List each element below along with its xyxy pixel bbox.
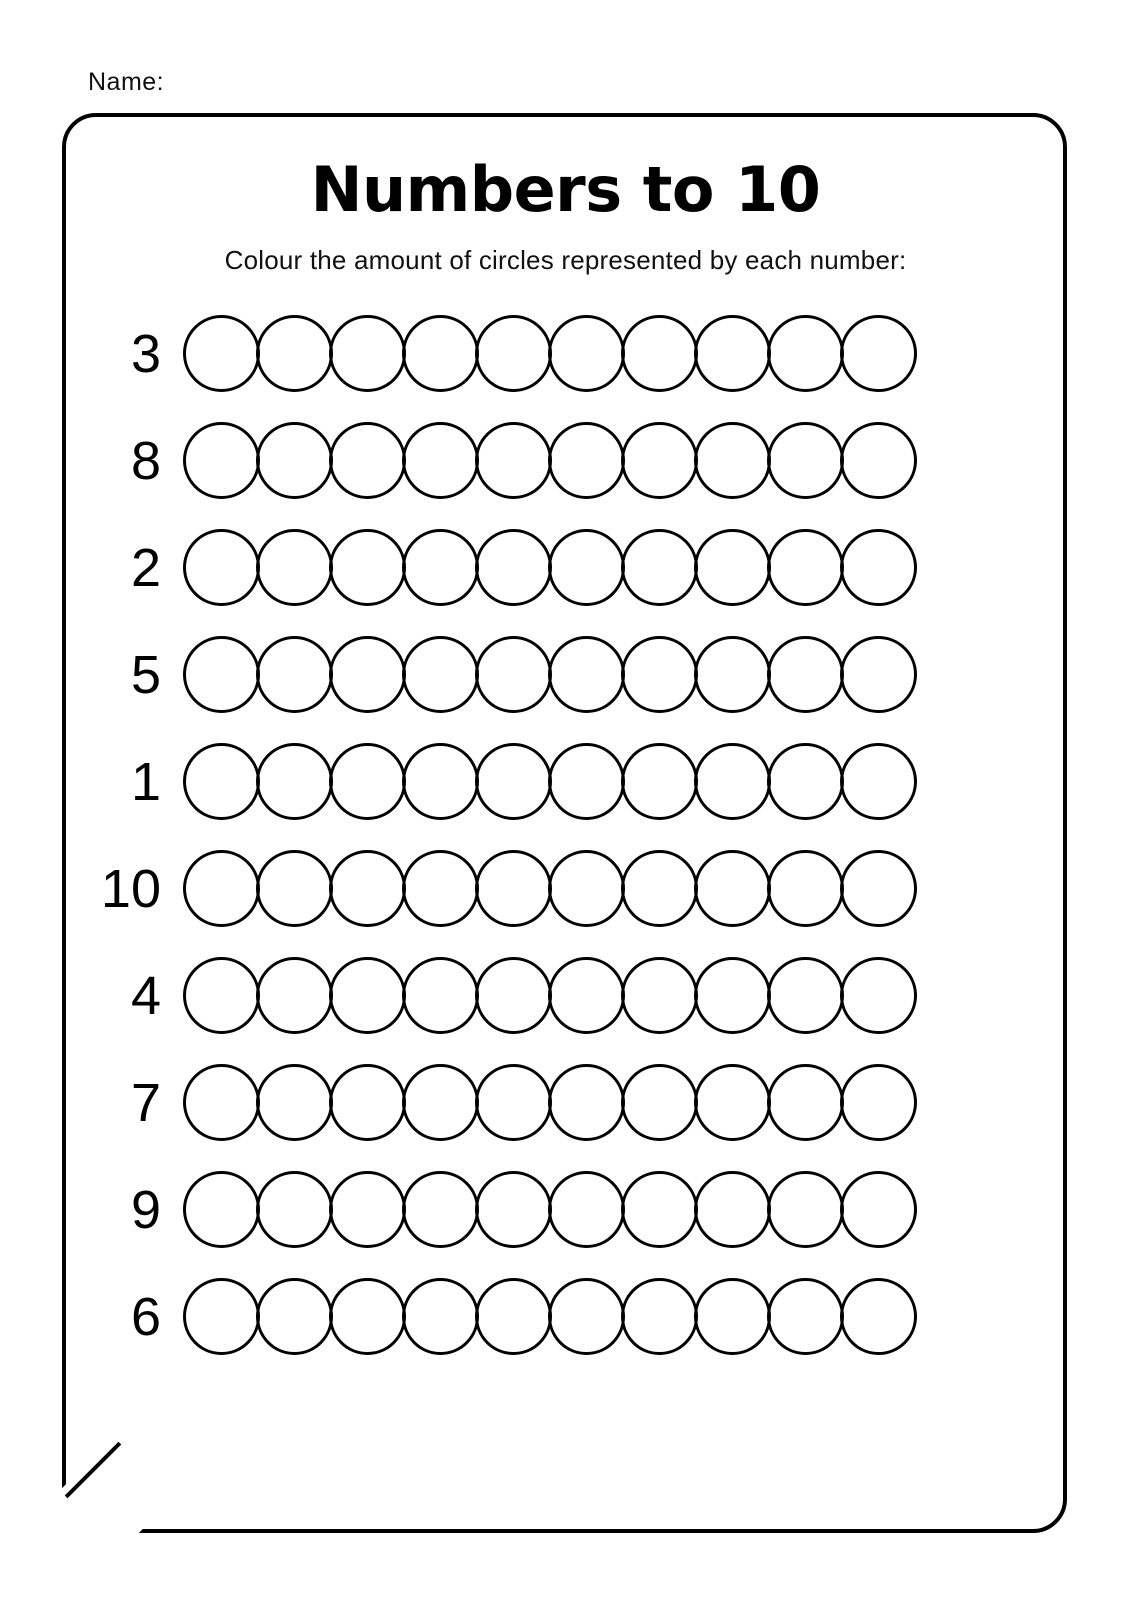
colouring-circle[interactable]: [183, 315, 260, 392]
colouring-circle[interactable]: [256, 1171, 333, 1248]
colouring-circle[interactable]: [183, 1278, 260, 1355]
colouring-circle[interactable]: [767, 529, 844, 606]
row-number-label: 6: [130, 1286, 161, 1347]
row-number-label: 8: [130, 430, 161, 491]
colouring-circle[interactable]: [767, 850, 844, 927]
colouring-circle[interactable]: [694, 743, 771, 820]
colouring-circle[interactable]: [840, 743, 917, 820]
colouring-circle[interactable]: [402, 957, 479, 1034]
colouring-circle[interactable]: [475, 1064, 552, 1141]
colouring-circle[interactable]: [475, 422, 552, 499]
colouring-circle[interactable]: [694, 1278, 771, 1355]
colouring-circle[interactable]: [475, 1171, 552, 1248]
colouring-circle[interactable]: [475, 1278, 552, 1355]
colouring-circle[interactable]: [329, 315, 406, 392]
worksheet-row: [95, 621, 1035, 728]
colouring-circle[interactable]: [183, 1064, 260, 1141]
page-title: Numbers to 10: [310, 153, 821, 226]
colouring-circle[interactable]: [767, 636, 844, 713]
colouring-circle[interactable]: [840, 315, 917, 392]
colouring-circle[interactable]: [402, 636, 479, 713]
colouring-circle[interactable]: [256, 1278, 333, 1355]
colouring-circle[interactable]: [621, 422, 698, 499]
colouring-circle[interactable]: [329, 529, 406, 606]
worksheet-rows: [95, 300, 1035, 1370]
colouring-circle[interactable]: [548, 850, 625, 927]
colouring-circle[interactable]: [548, 422, 625, 499]
circle-group: [183, 315, 917, 392]
row-number-label: 7: [130, 1072, 161, 1133]
colouring-circle[interactable]: [402, 315, 479, 392]
colouring-circle[interactable]: [621, 529, 698, 606]
colouring-circle[interactable]: [402, 529, 479, 606]
colouring-circle[interactable]: [840, 529, 917, 606]
colouring-circle[interactable]: [329, 957, 406, 1034]
worksheet-row: [95, 407, 1035, 514]
circle-group: [183, 1171, 917, 1248]
colouring-circle[interactable]: [475, 315, 552, 392]
colouring-circle[interactable]: [767, 957, 844, 1034]
colouring-circle[interactable]: [694, 1064, 771, 1141]
colouring-circle[interactable]: [256, 315, 333, 392]
colouring-circle[interactable]: [840, 1064, 917, 1141]
worksheet-row: [95, 1049, 1035, 1156]
colouring-circle[interactable]: [767, 1064, 844, 1141]
row-number-label: 10: [100, 858, 161, 919]
colouring-circle[interactable]: [548, 743, 625, 820]
colouring-circle[interactable]: [329, 850, 406, 927]
colouring-circle[interactable]: [767, 743, 844, 820]
circle-group: [183, 1278, 917, 1355]
colouring-circle[interactable]: [694, 850, 771, 927]
row-number-label: 1: [130, 751, 161, 812]
colouring-circle[interactable]: [475, 529, 552, 606]
colouring-circle[interactable]: [621, 636, 698, 713]
colouring-circle[interactable]: [475, 957, 552, 1034]
colouring-circle[interactable]: [183, 850, 260, 927]
name-field-label: Name:: [88, 68, 165, 96]
colouring-circle[interactable]: [183, 529, 260, 606]
colouring-circle[interactable]: [329, 636, 406, 713]
colouring-circle[interactable]: [621, 1064, 698, 1141]
colouring-circle[interactable]: [256, 957, 333, 1034]
colouring-circle[interactable]: [329, 1171, 406, 1248]
colouring-circle[interactable]: [621, 1278, 698, 1355]
worksheet-row: [95, 835, 1035, 942]
colouring-circle[interactable]: [840, 1278, 917, 1355]
row-number-label: 2: [130, 537, 161, 598]
circle-group: [183, 422, 917, 499]
colouring-circle[interactable]: [621, 315, 698, 392]
colouring-circle[interactable]: [329, 743, 406, 820]
colouring-circle[interactable]: [402, 1171, 479, 1248]
colouring-circle[interactable]: [256, 529, 333, 606]
circle-group: [183, 1064, 917, 1141]
circle-group: [183, 850, 917, 927]
worksheet-row: [95, 514, 1035, 621]
colouring-circle[interactable]: [256, 850, 333, 927]
colouring-circle[interactable]: [402, 1278, 479, 1355]
circle-group: [183, 529, 917, 606]
colouring-circle[interactable]: [183, 636, 260, 713]
colouring-circle[interactable]: [475, 636, 552, 713]
colouring-circle[interactable]: [256, 743, 333, 820]
colouring-circle[interactable]: [183, 957, 260, 1034]
colouring-circle[interactable]: [548, 529, 625, 606]
colouring-circle[interactable]: [840, 422, 917, 499]
colouring-circle[interactable]: [548, 315, 625, 392]
colouring-circle[interactable]: [767, 1278, 844, 1355]
colouring-circle[interactable]: [767, 422, 844, 499]
colouring-circle[interactable]: [256, 1064, 333, 1141]
row-number-label: 3: [130, 323, 161, 384]
colouring-circle[interactable]: [694, 636, 771, 713]
worksheet-row: [95, 1263, 1035, 1370]
colouring-circle[interactable]: [548, 1064, 625, 1141]
colouring-circle[interactable]: [402, 850, 479, 927]
worksheet-row: [95, 728, 1035, 835]
colouring-circle[interactable]: [402, 743, 479, 820]
worksheet-row: [95, 300, 1035, 407]
colouring-circle[interactable]: [329, 422, 406, 499]
colouring-circle[interactable]: [475, 743, 552, 820]
colouring-circle[interactable]: [256, 422, 333, 499]
colouring-circle[interactable]: [621, 743, 698, 820]
colouring-circle[interactable]: [183, 743, 260, 820]
circle-group: [183, 957, 917, 1034]
instructions-text: Colour the amount of circles represented by each number:: [224, 245, 907, 275]
colouring-circle[interactable]: [621, 957, 698, 1034]
circle-group: [183, 636, 917, 713]
colouring-circle[interactable]: [329, 1278, 406, 1355]
circle-group: [183, 743, 917, 820]
row-number-label: 4: [130, 965, 161, 1026]
colouring-circle[interactable]: [402, 422, 479, 499]
colouring-circle[interactable]: [621, 1171, 698, 1248]
row-number-label: 5: [130, 644, 161, 705]
colouring-circle[interactable]: [767, 315, 844, 392]
colouring-circle[interactable]: [840, 636, 917, 713]
colouring-circle[interactable]: [694, 529, 771, 606]
colouring-circle[interactable]: [840, 1171, 917, 1248]
colouring-circle[interactable]: [840, 850, 917, 927]
worksheet-row: [95, 1156, 1035, 1263]
worksheet-row: [95, 942, 1035, 1049]
colouring-circle[interactable]: [694, 422, 771, 499]
colouring-circle[interactable]: [694, 1171, 771, 1248]
colouring-circle[interactable]: [329, 1064, 406, 1141]
colouring-circle[interactable]: [402, 1064, 479, 1141]
colouring-circle[interactable]: [475, 850, 552, 927]
colouring-circle[interactable]: [548, 957, 625, 1034]
colouring-circle[interactable]: [183, 1171, 260, 1248]
row-number-label: 9: [130, 1179, 161, 1240]
colouring-circle[interactable]: [256, 636, 333, 713]
colouring-circle[interactable]: [840, 957, 917, 1034]
colouring-circle[interactable]: [694, 957, 771, 1034]
colouring-circle[interactable]: [548, 1171, 625, 1248]
colouring-circle[interactable]: [767, 1171, 844, 1248]
colouring-circle[interactable]: [183, 422, 260, 499]
colouring-circle[interactable]: [548, 1278, 625, 1355]
colouring-circle[interactable]: [621, 850, 698, 927]
colouring-circle[interactable]: [694, 315, 771, 392]
colouring-circle[interactable]: [548, 636, 625, 713]
